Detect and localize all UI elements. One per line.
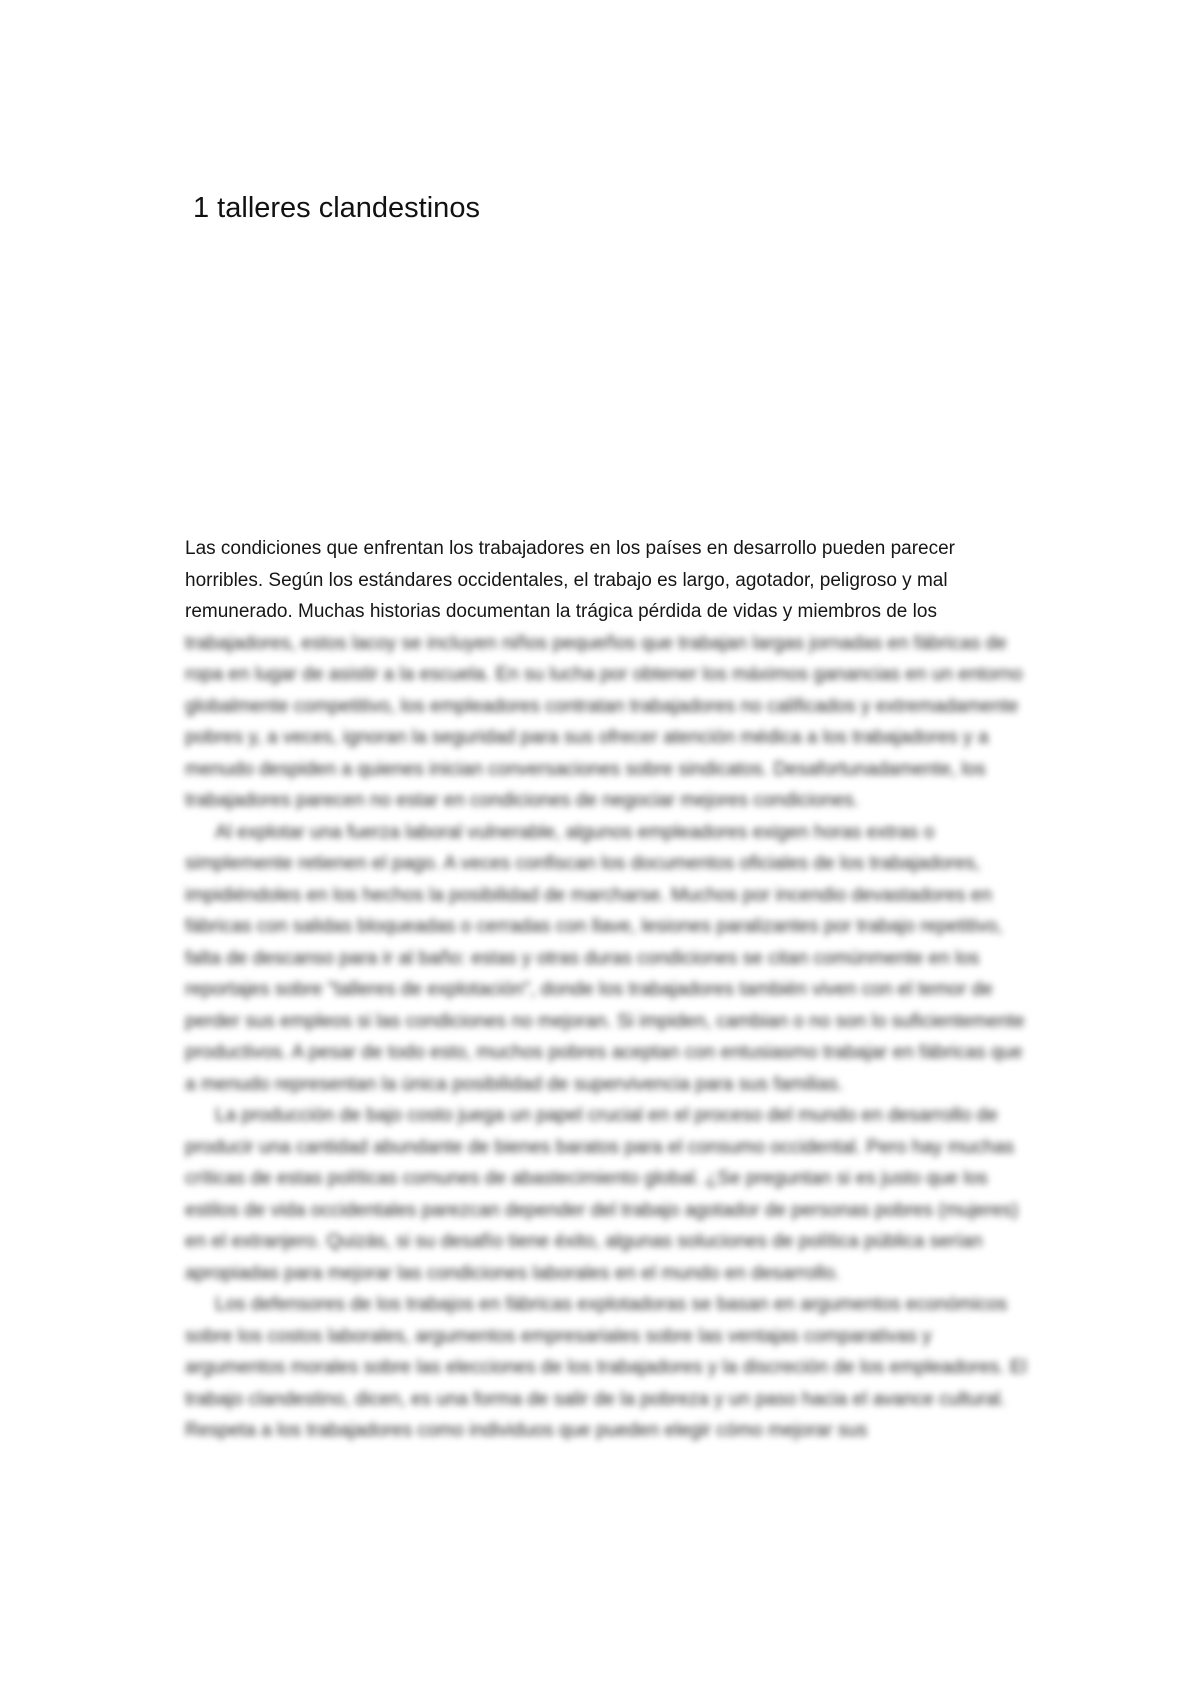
paragraph-2: Al explotar una fuerza laboral vulnerable, algunos empleadores exigen horas extras o simplemente retienen el pago. A veces confiscan los documentos oficiales de los trabajadores, impidiéndoles en los hechos la posibilidad de marcharse. Muchos por incendio devastadores en fábricas con salidas bloqueadas o cerradas con llave, lesiones paralizantes por trabajo repetitivo, falta de descanso para ir al baño: estas y otras duras condiciones se citan comúnmente en los reportajes sobre "talleres de explotación", donde los trabajadores también viven con el temor de perder sus empleos si las condiciones no mejoran. Si impiden, cambian o no son lo suficientemente productivos. A pesar de todo esto, muchos pobres aceptan con entusiasmo trabajar en fábricas que a menudo representan la única posibilidad de supervivencia para sus familias. xyxy=(185,821,1025,1095)
paragraph-4: Los defensores de los trabajos en fábricas explotadoras se basan en argumentos económicos sobre los costos laborales, argumentos empresariales sobre las ventajas comparativas y argumentos morales sobre las elecciones de los trabajadores y la discreción de los empleadores. El trabajo clandestino, dicen, es una forma de salir de la pobreza y un paso hacia el avance cultural. Respeta a los trabajadores como individuos que pueden elegir cómo mejorar sus xyxy=(185,1294,1027,1441)
paragraph-1-continuation: trabajadores, estos lacoy se incluyen niños pequeños que trabajan largas jornadas en fábricas de ropa en lugar de asistir a la escuela. En su lucha por obtener los máximos ganancias en un entorno globalmente competitivo, los empleadores contratan trabajadores no calificados y extremadamente pobres y, a veces, ignoran la seguridad para sus ofrecer atención médica a los trabajadores y a menudo despiden a quienes inician conversaciones sobre sindicatos. Desafortunadamente, los trabajadores parecen no estar en condiciones de negociar mejores condiciones. xyxy=(185,632,1023,811)
document-body xyxy=(185,533,1185,1447)
paragraph-3: La producción de bajo costo juega un papel crucial en el proceso del mundo en desarrollo de producir una cantidad abundante de bienes baratos para el consumo occidental. Pero hay muchas críticas de estas políticas comunes de abastecimiento global. ¿Se preguntan si es justo que los estilos de vida occidentales parezcan depender del trabajo agotador de personas pobres (mujeres) en el extranjero. Quizás, si su desafío tiene éxito, algunas soluciones de política pública serían apropiadas para mejorar las condiciones laborales en el mundo en desarrollo. xyxy=(185,1105,1019,1284)
paragraph-intro: Las condiciones que enfrentan los trabajadores en los países en desarrollo pueden parecer horribles. Según los estándares occidentales, el trabajo es largo, agotador, peligroso y mal remunerado. Muchas historias documentan la trágica pérdida de vidas y miembros de los xyxy=(185,538,956,622)
blurred-text-region xyxy=(185,628,1185,1447)
chapter-title: 1 talleres clandestinos xyxy=(193,192,480,224)
